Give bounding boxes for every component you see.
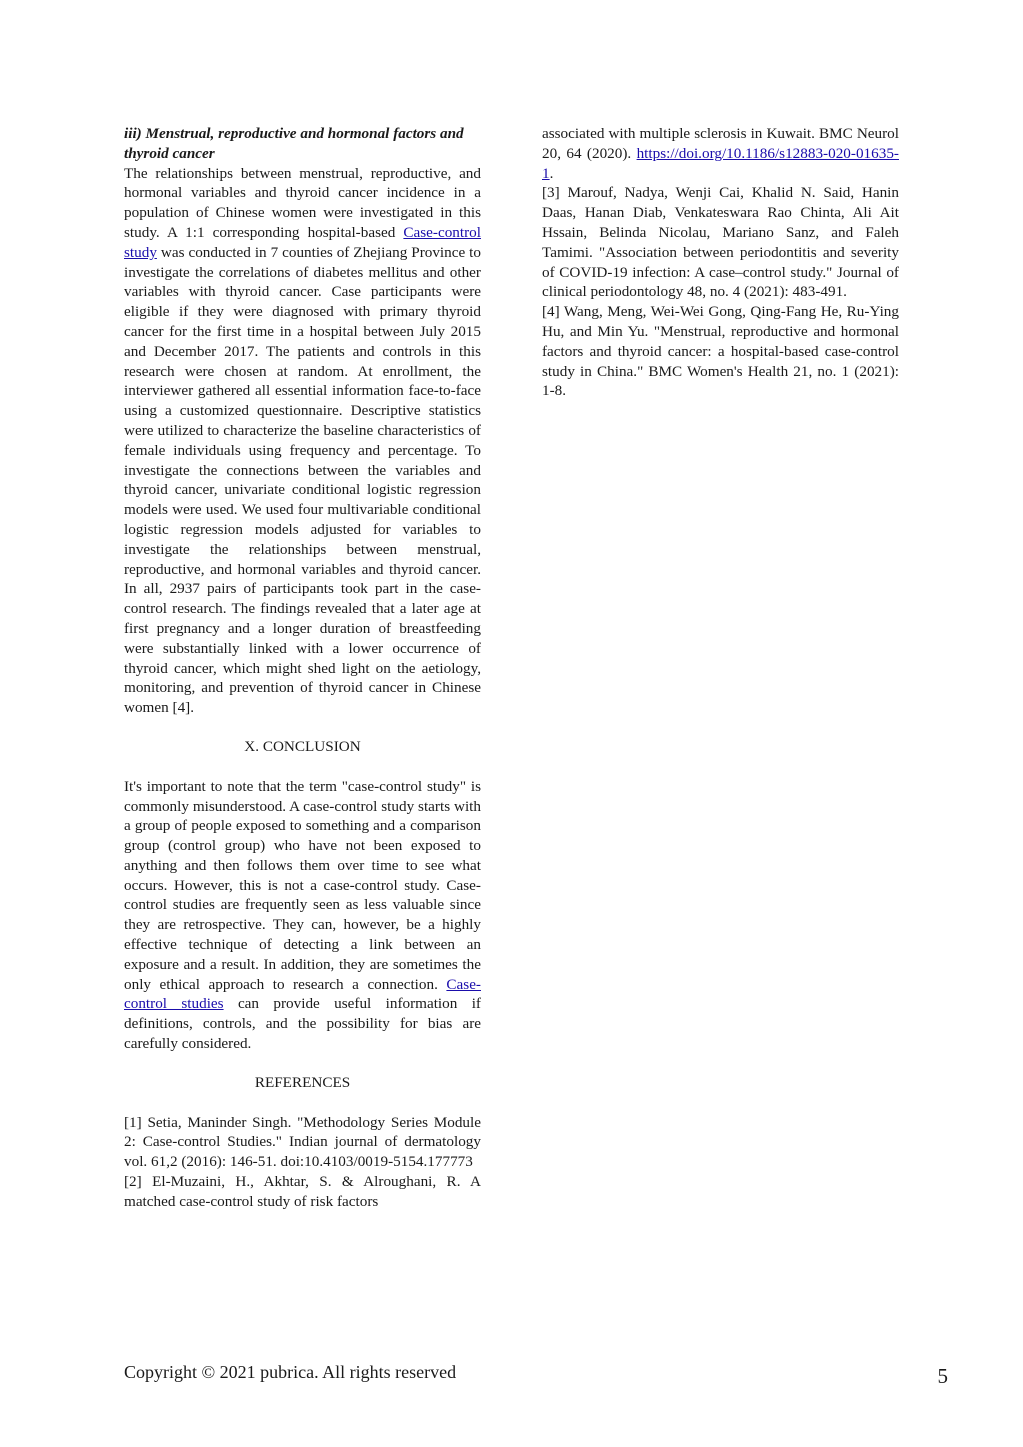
conclusion-heading: X. CONCLUSION: [244, 737, 361, 755]
conclusion-paragraph: [124, 777, 481, 1054]
right-column: [542, 124, 899, 401]
reference-3: [3] Marouf, Nadya, Wenji Cai, Khalid N. Said, Hanin Daas, Hanan Diab, Venkateswara Rao Chinta, Ali Ait Hssain, Belinda Nicolau, Mariano Sanz, and Faleh Tamimi. "Association between periodontitis and severity of COVID-19 infection: A case–control study." Journal of clinical periodontology 48, no. 4 (2021): 483-491.: [542, 184, 899, 301]
case-control-studies-link[interactable]: Case-control studies: [124, 975, 481, 1013]
reference-2-continued: [542, 124, 899, 183]
case-control-study-link[interactable]: Case-control study: [124, 223, 481, 261]
section-paragraph: [124, 164, 481, 718]
page-footer: [124, 1362, 948, 1389]
doi-link[interactable]: https://doi.org/10.1186/s12883-020-01635-1: [542, 144, 899, 182]
page-number: 5: [937, 1364, 948, 1388]
reference-1: [1] Setia, Maninder Singh. "Methodology Series Module 2: Case-control Studies." Indian journal of dermatology vol. 61,2 (2016): 146-51. doi:10.4103/0019-5154.177773: [124, 1113, 481, 1171]
reference-4: [4] Wang, Meng, Wei-Wei Gong, Qing-Fang He, Ru-Ying Hu, and Min Yu. "Menstrual, reproductive and hormonal factors and thyroid cancer: a hospital-based case-control study in China." BMC Women's Health 21, no. 1 (2021): 1-8.: [542, 303, 899, 400]
reference-text: associated with multiple sclerosis in Kuwait. BMC Neurol 20, 64 (2020).: [542, 125, 899, 162]
paragraph-text: It's important to note that the term "case-control study" is commonly misunderstood. A case-control study starts with a group of people exposed to something and a comparison group (control group) who have not been exposed to anything and then follows them over time to see what occurs. However, this is not a case-control study. Case-control studies are frequently seen as less valuable since they are retrospective. They can, however, be a highly effective technique of detecting a link between an exposure and a result. In addition, they are sometimes the only ethical approach to research a connection.: [124, 777, 481, 993]
copyright-text: Copyright © 2021 pubrica. All rights reserved: [124, 1362, 457, 1382]
reference-text: .: [549, 164, 554, 182]
reference-2-start: [2] El-Muzaini, H., Akhtar, S. & Alroughani, R. A matched case-control study of risk factors: [124, 1173, 481, 1210]
paragraph-text: was conducted in 7 counties of Zhejiang Province to investigate the correlations of diabetes mellitus and other variables with thyroid cancer. Case participants were eligible if they were diagnosed with primary thyroid cancer for the first time in a hospital between July 2015 and December 2017. The patients and controls in this research were chosen at random. At enrollment, the interviewer gathered all essential information face-to-face using a customized questionnaire. Descriptive statistics were utilized to characterize the baseline characteristics of female individuals using frequency and percentage. To investigate the connections between the variables and thyroid cancer, univariate conditional logistic regression models were used. We used four multivariable conditional logistic regression models adjusted for variables to investigate the relationships between menstrual, reproductive, and hormonal variables and thyroid cancer. In all, 2937 pairs of participants took part in the case-control research. The findings revealed that a later age at first pregnancy and a longer duration of breastfeeding were substantially linked with a lower occurrence of thyroid cancer, which might shed light on the aetiology, monitoring, and prevention of thyroid cancer in Chinese women [4].: [124, 243, 481, 717]
references-heading: REFERENCES: [254, 1073, 351, 1091]
section-subheading: iii) Menstrual, reproductive and hormonal factors and thyroid cancer: [124, 125, 464, 162]
left-column: [124, 124, 481, 1212]
paragraph-text: can provide useful information if definitions, controls, and the possibility for bias are carefully considered.: [124, 995, 481, 1053]
paragraph-text: The relationships between menstrual, reproductive, and hormonal variables and thyroid cancer incidence in a population of Chinese women were investigated in this study. A 1:1 corresponding hospital-based: [124, 164, 481, 241]
